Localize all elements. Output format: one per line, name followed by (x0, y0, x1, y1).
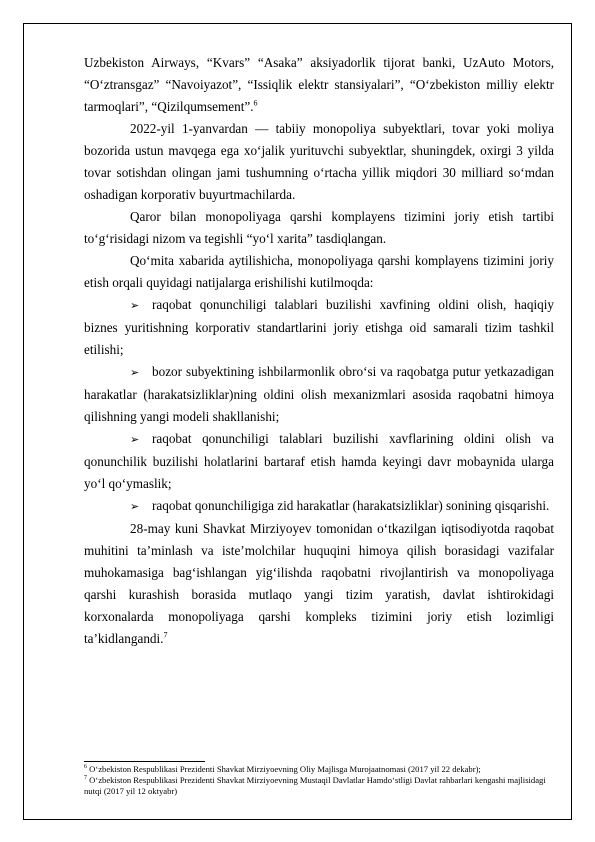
paragraph-4: Qo‘mita xabarida aytilishicha, monopoliyaga qarshi komplayens tizimini joriy etish orqali quyidagi natijalarga erishilishi kutilmoqda: (84, 253, 554, 290)
footnote-6: $^6$ O‘zbekiston Respublikasi Prezidenti Shavkat Mirziyoevning Oliy Majlisga Murojaatnomasi (2017 yil 22 dekabr); (84, 764, 481, 774)
arrow-bullet-icon: ➢ (130, 366, 140, 379)
arrow-bullet-icon: ➢ (130, 299, 140, 312)
paragraph-5: 28-may kuni Shavkat Mirziyoyev tomonidan o‘tkazilgan iqtisodiyotda raqobat muhitini ta’minlash va iste’molchilar huquqini himoya qilish borasidagi vazifalar muhokamasiga bag‘ishlangan yig‘ilishda raqobatni rivojlantirish va monopoliyaga qarshi kurashish borasida mutlaqo yangi tizim yaratish, davlat ishtirokidagi korxonalarda monopoliyaga qarshi kompleks tizimini joriy etish lozimligi ta’kidlangandi.$^7$ (84, 521, 554, 646)
paragraph-2: 2022-yil 1-yanvardan — tabiiy monopoliya subyektlari, tovar yoki moliya bozorida ustun mavqega ega xo‘jalik yurituvchi subyektlar, shuningdek, oxirgi 3 yilda tovar sotishdan olingan jami tushumning o‘rtacha yillik miqdori 30 milliard so‘mdan oshadigan korporativ buyurtmachilarda. (84, 121, 554, 202)
bullet-item-1: ➢ raqobat qonunchiligi talablari buzilishi xavfining oldini olish, haqiqiy biznes yuritishning korporativ standartlarini joriy etishga oid samarali tizim tashkil etilishi; (84, 297, 554, 357)
arrow-bullet-icon: ➢ (130, 433, 140, 446)
paragraph-3: Qaror bilan monopoliyaga qarshi komplayens tizimini joriy etish tartibi to‘g‘risidagi nizom va tegishli “yo‘l xarita” tasdiqlangan. (84, 209, 554, 246)
footnote-ref-6[interactable]: 6 (253, 98, 258, 108)
document-body (84, 52, 554, 650)
footnote-ref-7[interactable]: 7 (163, 630, 168, 640)
footnotes (84, 764, 554, 797)
paragraph-1: Uzbekiston Airways, “Kvars” “Asaka” aksiyadorlik tijorat banki, UzAuto Motors, “O‘ztransgaz” “Navoiyazot”, “Issiqlik elektr stansiyalari”, “O‘zbekiston milliy elektr tarmoqlari”, “Qizilqumsement”.$^6$ (84, 55, 554, 114)
bullet-item-2: ➢ bozor subyektining ishbilarmonlik obro‘si va raqobatga putur yetkazadigan harakatlar (harakatsizliklar)ning oldini olish mexanizmlari asosida raqobatni himoya qilishning yangi modeli shakllanishi; (84, 364, 554, 424)
bullet-item-3: ➢ raqobat qonunchiligi talablari buzilishi xavflarining oldini olish va qonunchilik buzilishi holatlarini bartaraf etish hamda keyingi davr mobaynida ularga yo‘l qo‘ymaslik; (84, 431, 554, 491)
arrow-bullet-icon: ➢ (130, 500, 140, 513)
footnote-separator (84, 761, 205, 762)
bullet-item-4: ➢ raqobat qonunchiligiga zid harakatlar (harakatsizliklar) sonining qisqarishi. (84, 495, 554, 518)
footnote-7: $^7$ O‘zbekiston Respublikasi Prezidenti Shavkat Mirziyoevning Mustaqil Davlatlar Hamdo‘stligi Davlat rahbarlari kengashi majlisidagi nutqi (2017 yil 12 oktyabr) (84, 775, 546, 796)
